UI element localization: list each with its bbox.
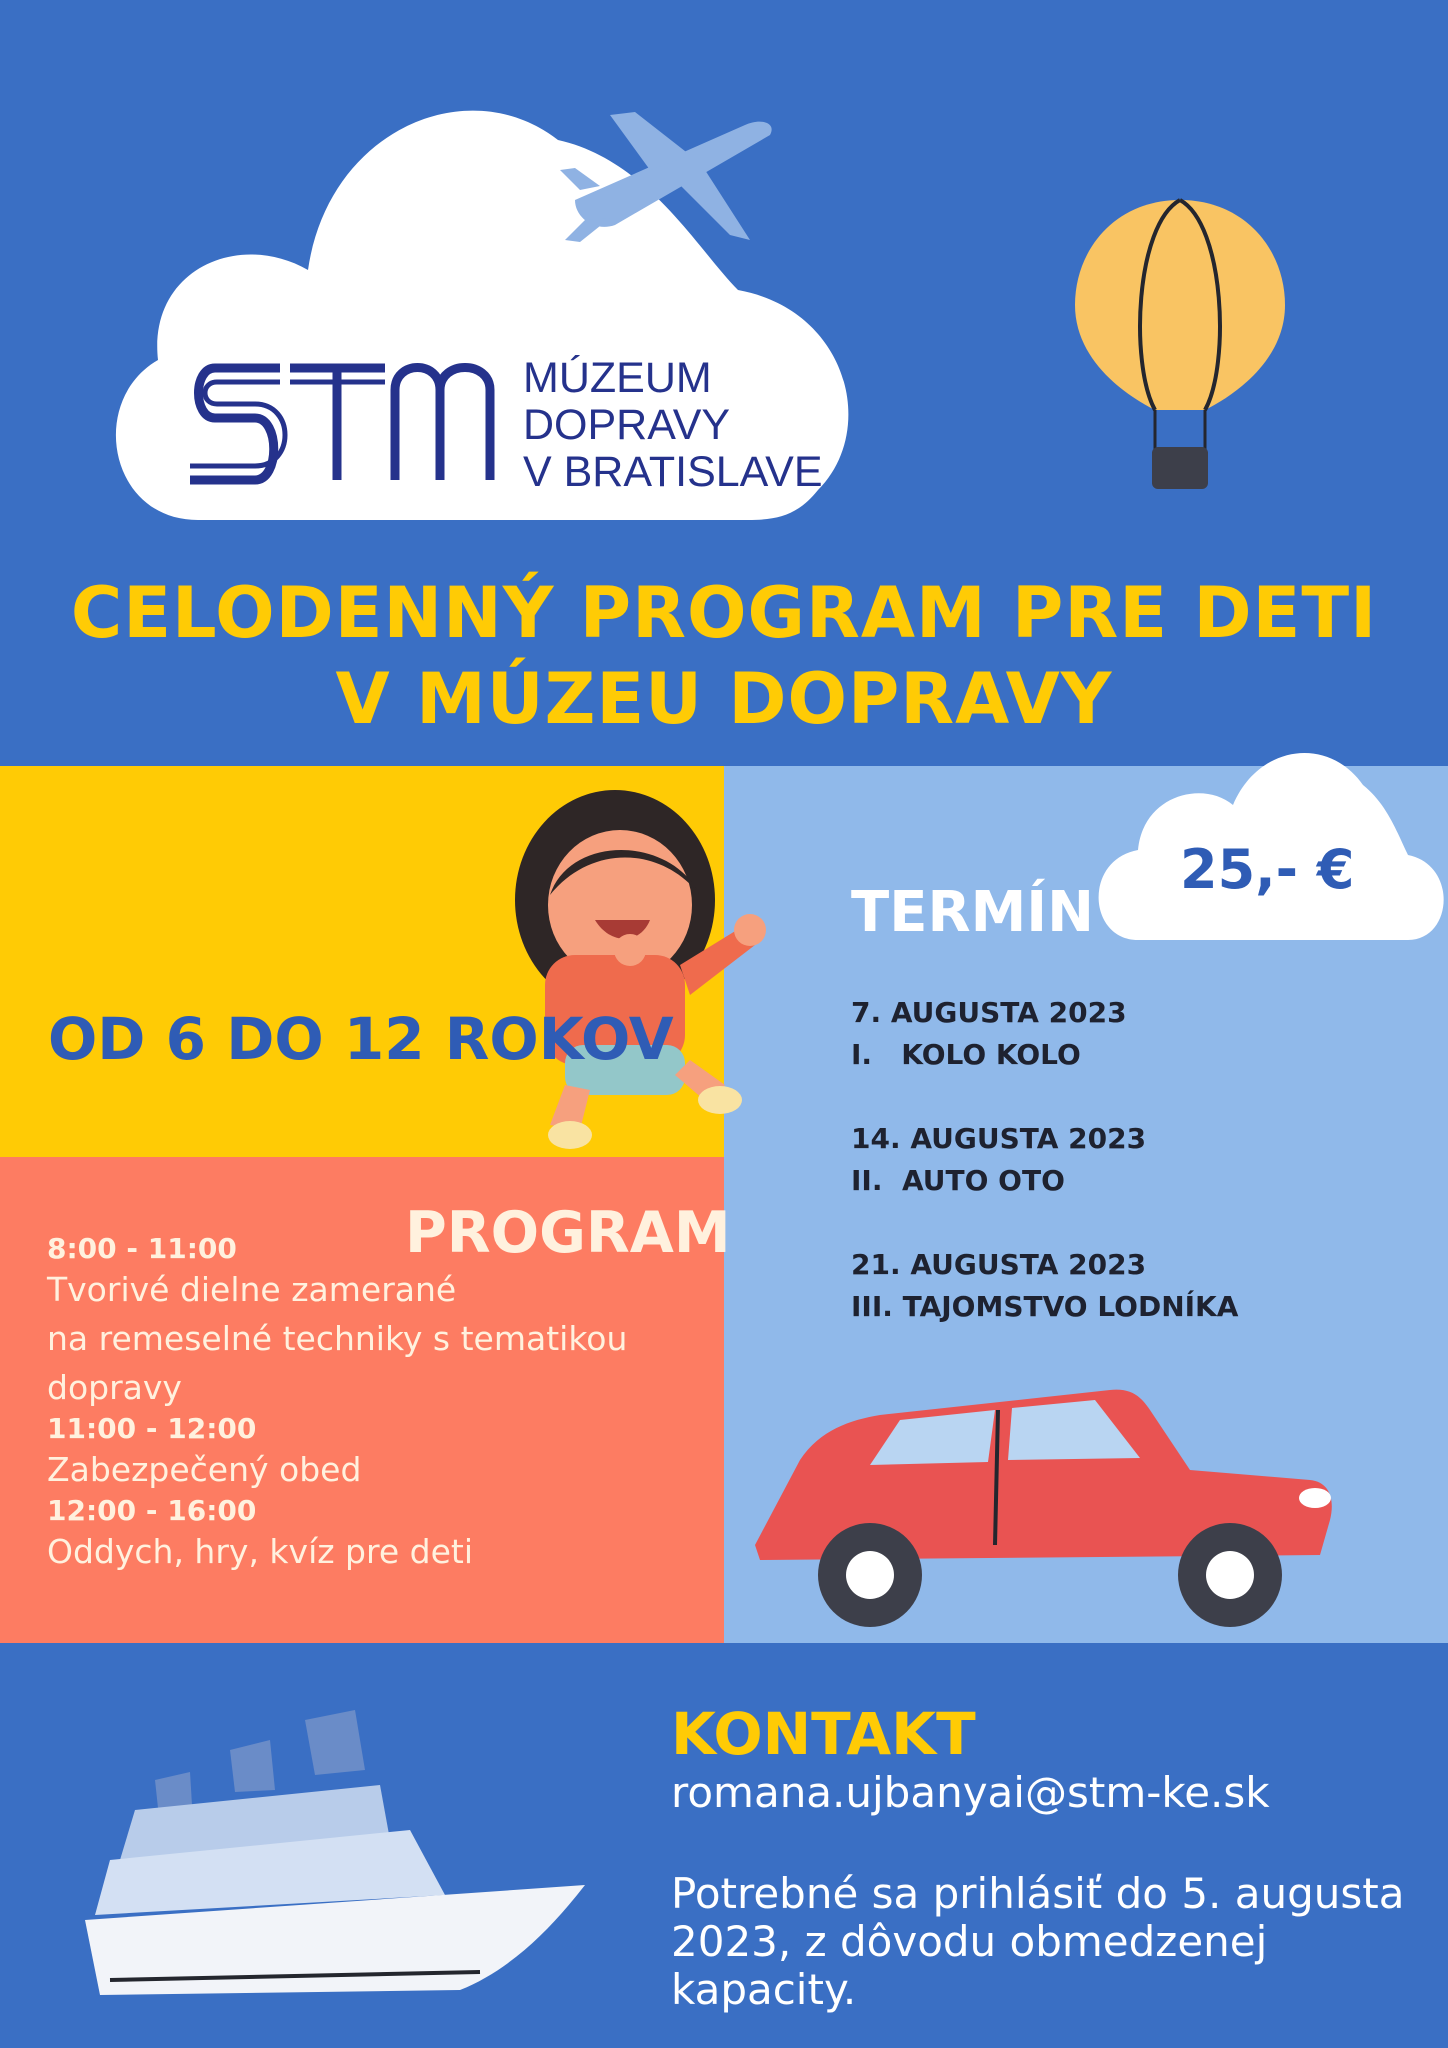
logo-text (523, 355, 823, 496)
car-illustration (750, 1370, 1340, 1640)
program-heading: PROGRAM (405, 1200, 731, 1266)
logo-line-1: MÚZEUM (523, 354, 712, 402)
girl-illustration (510, 785, 780, 1175)
date-label: 7. AUGUSTA 2023 (851, 996, 1127, 1029)
date-item (851, 1118, 1238, 1202)
title-line-2: V MÚZEU DOPRAVY (335, 658, 1113, 740)
age-range: OD 6 DO 12 ROKOV (48, 1005, 674, 1073)
date-list (851, 992, 1238, 1370)
program-time: 12:00 - 16:00 (47, 1494, 257, 1527)
program-time: 8:00 - 11:00 (47, 1232, 237, 1265)
logo-line-3: V BRATISLAVE (523, 448, 823, 496)
date-label: 14. AUGUSTA 2023 (851, 1122, 1147, 1155)
registration-note: Potrebné sa prihlásiť do 5. augusta 2023, z dôvodu obmedzenej kapacity. (671, 1869, 1405, 2014)
date-program-name: II. AUTO OTO (851, 1164, 1065, 1197)
program-description: na remeselné techniky s tematikou (47, 1319, 628, 1358)
program-description: Tvorivé dielne zamerané (47, 1270, 457, 1309)
kontakt-heading: KONTAKT (671, 1700, 976, 1768)
program-description: Oddych, hry, kvíz pre deti (47, 1532, 473, 1571)
date-label: 21. AUGUSTA 2023 (851, 1248, 1147, 1281)
program-description: dopravy (47, 1368, 182, 1407)
price-cloud (1088, 725, 1448, 945)
date-item (851, 1244, 1238, 1328)
page-title (0, 570, 1448, 742)
title-line-1: CELODENNÝ PROGRAM PRE DETI (70, 572, 1378, 654)
hot-air-balloon-icon (1075, 195, 1285, 495)
ship-illustration (80, 1680, 600, 2010)
program-time: 11:00 - 12:00 (47, 1412, 257, 1445)
price-label: 25,- € (1180, 838, 1355, 901)
program-list (47, 1232, 687, 1576)
date-program-name: III. TAJOMSTVO LODNÍKA (851, 1290, 1239, 1323)
contact-email[interactable]: romana.ujbanyai@stm-ke.sk (671, 1768, 1270, 1817)
date-item (851, 992, 1238, 1076)
stm-logo-mark (185, 360, 505, 490)
logo-line-2: DOPRAVY (523, 401, 731, 449)
program-description: Zabezpečený obed (47, 1450, 362, 1489)
termin-heading: TERMÍN (851, 880, 1095, 945)
date-program-name: I. KOLO KOLO (851, 1038, 1081, 1071)
airplane-icon (555, 100, 785, 250)
